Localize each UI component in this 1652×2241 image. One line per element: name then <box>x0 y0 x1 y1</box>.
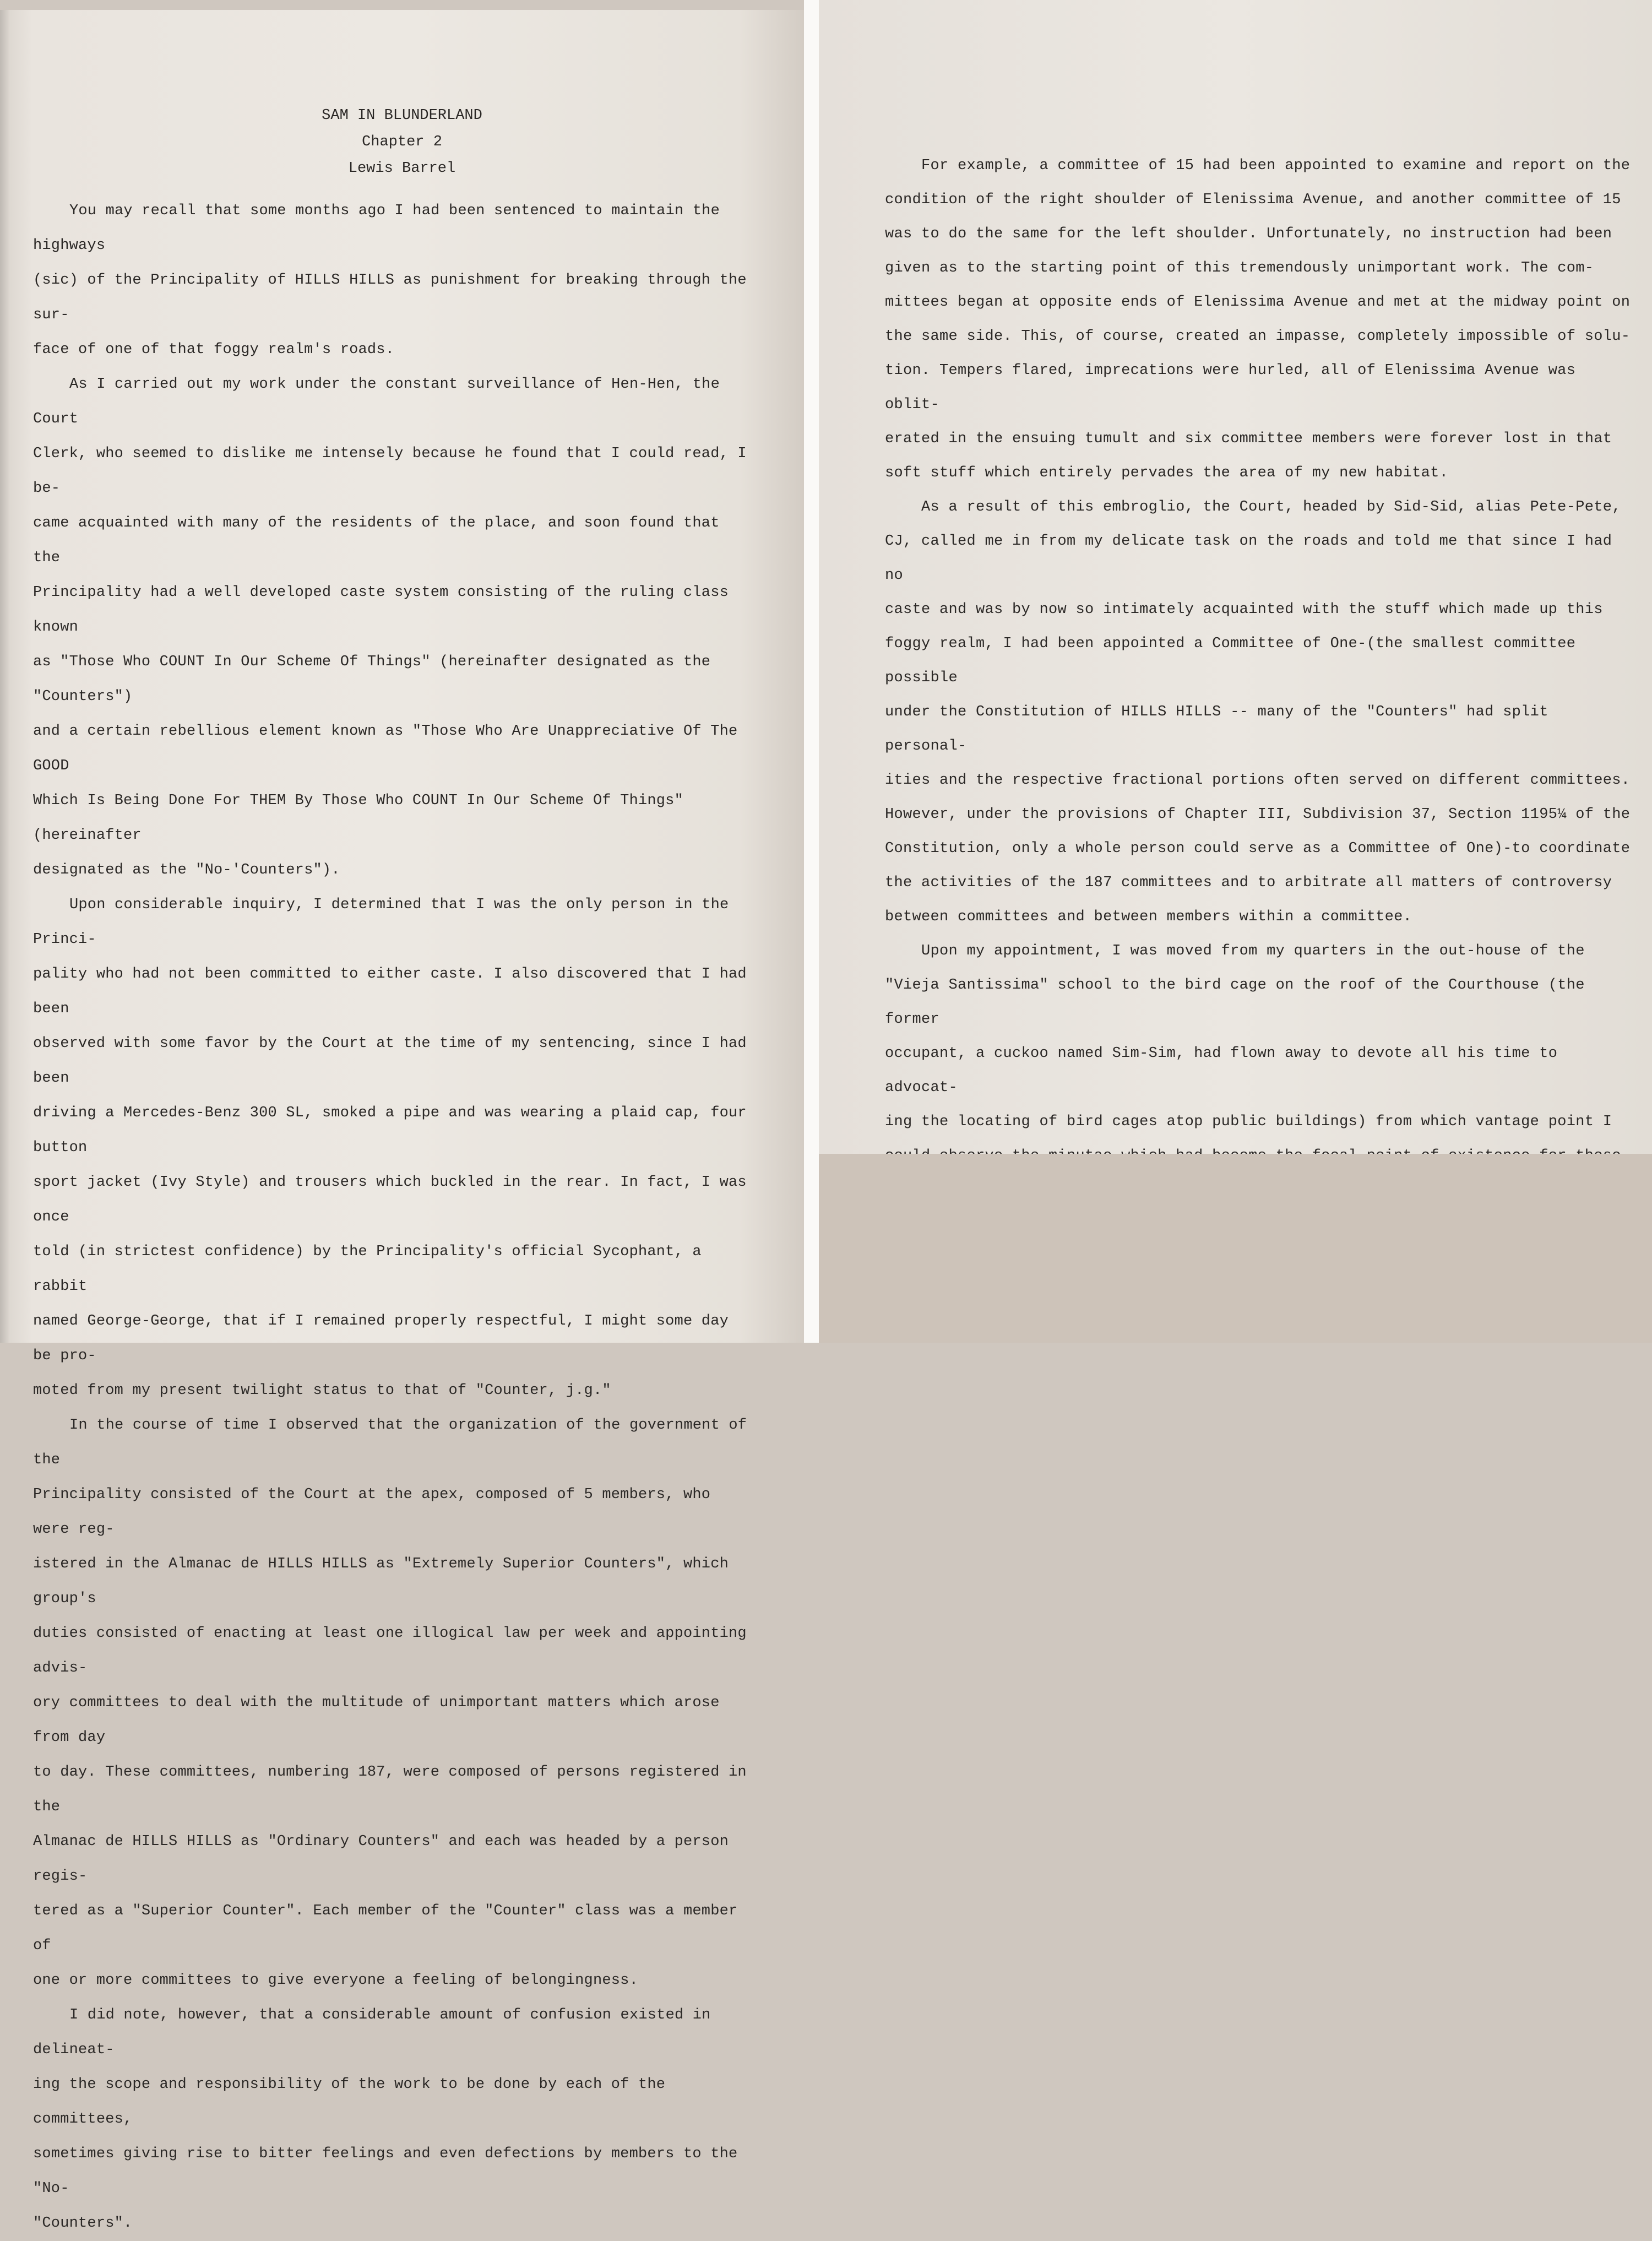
left-page <box>0 10 804 2232</box>
background-surface <box>819 1154 1652 1343</box>
chapter-heading: Chapter 2 <box>362 134 442 150</box>
left-page-body <box>33 194 754 2241</box>
page-shadow <box>0 10 10 1343</box>
paragraph: I did note, however, that a considerable amount of confusion existed in delineat- ing the scope and responsibility of the work to be done by each of the committees, sometimes giving rise to bitter feelings and even defections by members to the "No- "Counters". <box>33 2007 738 2232</box>
document-title: SAM IN BLUNDERLAND <box>322 107 482 124</box>
right-page-body <box>885 149 1632 1207</box>
author-name: Lewis Barrel <box>348 160 456 177</box>
paragraph: As a result of this embroglio, the Court, headed by Sid-Sid, alias Pete-Pete, CJ, called me in from my delicate task on the roads and told me that since I had no caste and was by now so intimately acquainted with the stuff which made up this foggy realm, I had been appointed a Committee of One-(the smallest committee possible under the Constitution of HILLS HILLS -- many of the "Counters" had split personal- ities and the respective fractional portions often served on different committees. However, under the provisions of Chapter III, Subdivision 37, Section 1195¼ of the Constitution, only a whole person could serve as a Committee of One)-to coordinate the activities of the 187 committees and to arbitrate all matters of controversy between committees and between members within a committee. <box>885 499 1631 925</box>
heading-block <box>33 102 754 182</box>
page-gap <box>804 0 819 1343</box>
paragraph: Upon my appointment, I was moved from my quarters in the out-house of the "Vieja Santissima" school to the bird cage on the roof of the Courthouse (the former occupant, a cuckoo named Sim-Sim, had flown away to devote all his time to advocat- ing the locating of bird cages atop public buildings) from which vantage point I <box>885 943 1612 1130</box>
paragraph: Upon considerable inquiry, I determined that I was the only person in the Princi- pality who had not been committed to either caste. I also discovered that I had been observed with some favor by the Court at the time of my sentencing, since I had been driving a Mercedes-Benz 300 SL, smoked a pipe and was wearing a plaid cap, four button sport jacket (Ivy Style) and trousers which buckled in the rear. In fact, I was once told (in strictest confidence) by the Principality's official Sycophant, a rabbit named George-George, that if I remained properly respectful, I might some day be pro- moted from my present twilight status to that of "Counter, j.g." <box>33 897 747 1399</box>
right-page <box>819 0 1652 1154</box>
paragraph: You may recall that some months ago I had been sentenced to maintain the highways (sic) of the Principality of HILLS HILLS as punishment for breaking through the sur- face of one of that foggy realm's roads. <box>33 203 747 358</box>
paragraph: In the course of time I observed that the organization of the government of the Principality consisted of the Court at the apex, composed of 5 members, who were reg- istered in the Almanac de HILLS HILLS as "Extremely Superior Counters", which group's duties consisted of enacting at least one illogical law per week and appointing advis- ory committees to deal with the multitude of unimportant matters which arose from day to day. These committees, numbering 187, were composed of persons registered in the Almanac de HILLS HILLS as "Ordinary Counters" and each was headed by a person regis- tered as a "Superior Counter". Each member of the "Counter" class was a member of one or more committees to give everyone a feeling of belongingness. <box>33 1417 747 1989</box>
paragraph: For example, a committee of 15 had been appointed to examine and report on the condition of the right shoulder of Elenissima Avenue, and another committee of 15 was to do the same for the left shoulder. Unfortunately, no instruction had been given as to the starting point of this tremendously unimportant work. The com- mittees began at opposite ends of Elenissima Avenue and met at the midway point on the same side. This, of course, created an impasse, completely impossible of solu- tion. Tempers flared, imprecations were hurled, all of Elenissima Avenue was oblit- erated in the ensuing tumult and six committee members were forever lost in that soft stuff which entirely pervades the area of my new habitat. <box>885 158 1631 481</box>
paragraph: As I carried out my work under the constant surveillance of Hen-Hen, the Court Clerk, who seemed to dislike me intensely because he found that I could read, I be- came acquainted with many of the residents of the place, and soon found that the Principality had a well developed caste system consisting of the ruling class known as "Those Who COUNT In Our Scheme Of Things" (hereinafter designated as the "Counters") and a certain rebellious element known as "Those Who Are Unappreciative Of The GOOD Which Is Being Done For THEM By Those Who COUNT In Our Scheme Of Things" (hereinafter designated as the "No-'Counters"). <box>33 376 747 878</box>
